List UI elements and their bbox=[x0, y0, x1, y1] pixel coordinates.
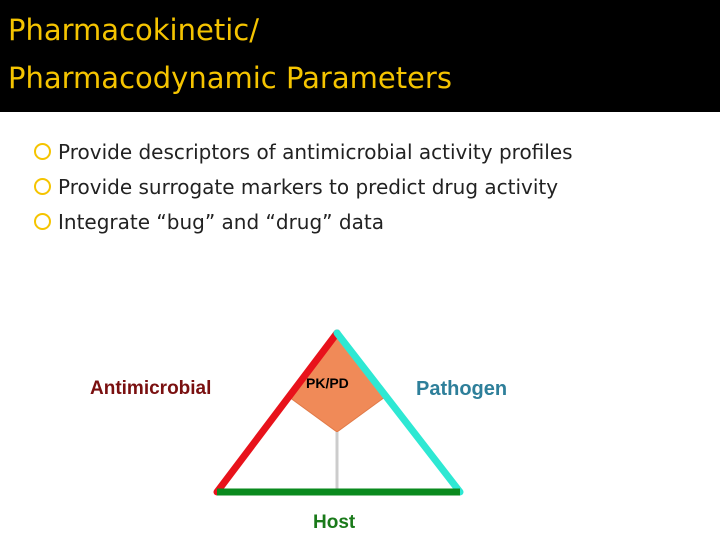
pkpd-label: PK/PD bbox=[306, 375, 349, 391]
slide-title-line-1: Pharmacokinetic/ bbox=[8, 13, 259, 47]
bullet-text: Provide surrogate markers to predict drug activity bbox=[58, 174, 559, 199]
antimicrobial-label: Antimicrobial bbox=[90, 378, 212, 399]
bullet-text: Provide descriptors of antimicrobial activity profiles bbox=[58, 139, 573, 164]
pathogen-label: Pathogen bbox=[416, 378, 508, 400]
slide-title-line-2: Pharmacodynamic Parameters bbox=[8, 61, 452, 95]
host-label: Host bbox=[313, 512, 356, 533]
bullet-text: Integrate “bug” and “drug” data bbox=[58, 209, 384, 234]
